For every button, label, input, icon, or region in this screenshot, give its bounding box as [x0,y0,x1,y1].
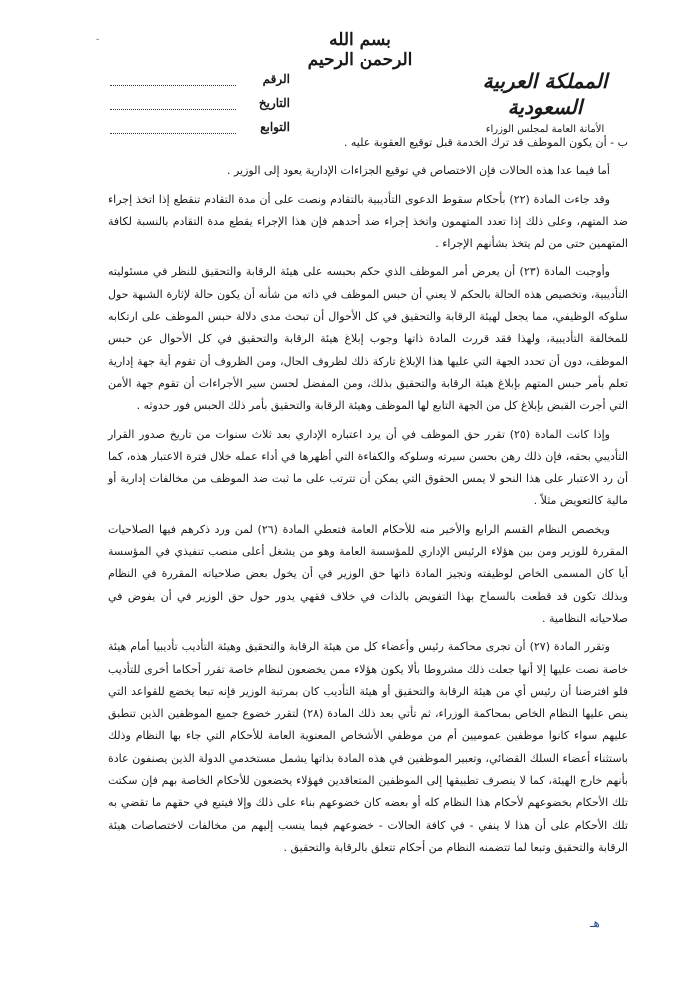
meta-label-number: الرقم [262,72,290,86]
kingdom-name: المملكة العربية السعودية [482,69,608,119]
paragraph-5: وإذا كانت المادة (٢٥) تقرر حق الموظف في أن يرد اعتباره الإداري بعد ثلاث سنوات من تاريخ صدور القرار التأديبي بحقه، فإن ذلك رهن بحسن سيرته وسلوكه والكفاءة التي أظهرها في أداء عمله خلال فترة الاعتبار هذه، كما أن رد الاعتبار على هذا النحو لا يمس الحقوق التي يمكن أن تترتب على ما ثبت ضد الموظف من مخالفات إدارية أو مالية كالتعويض مثلاً . [108,427,628,508]
paragraph-7: وتقرر المادة (٢٧) أن تجرى محاكمة رئيس وأعضاء كل من هيئة الرقابة والتحقيق وهيئة التأديب تأديبيا أمام هيئة خاصة نصت عليها إلا أنها جعلت ذلك مشروطا بألا يكون هؤلاء ممن يخضعون لنظام خاصة تقرر أحكاما أخرى للتأديب فلو افترضنا أن رئيس أي من هيئة الرقابة والتحقيق أو هيئة التأديب كان بمرتبة الوزير فإنه تبعا يخضع للقواعد التي ينص عليها النظام الخاص بمحاكمة الوزراء، ثم تأتي بعد ذلك المادة (٢٨) لتقرر خضوع جميع الموظفين الذين تنطبق عليهم سواء كانوا موظفين عموميين أم من موظفي الأشخاص المعنوية العامة للأحكام التي جاء بها النظام وذلك باستثناء أعضاء السلك القضائي، وتعبير الموظفين في هذه المادة بذاتها يشمل مستخدمي الدولة الذين يصنفون عادة بأنهم خارج الهيئة، كما لا ينصرف تطبيقها إلى الموظفين المتعاقدين فهؤلاء يخضعون للأحكام الخاصة بهم فإن سكتت تلك الأحكام بخضوعهم لأحكام هذا النظام كله أو بعضه كان خضوعهم بناء على ذلك وإلا فيتبع في حقهم ما تقضي به تلك الأحكام على أن هذا لا ينفي - في كافة الحالات - خضوعهم فيما ينسب إليهم من مخالفات لاختصاصات هيئة الرقابة والتحقيق وتبعا لما تتضمنه النظام من أحكام تتعلق بالرقابة والتحقيق . [108,640,628,854]
meta-row-attachments [110,110,290,134]
meta-line-number [110,71,236,86]
paragraph-1: ب - أن يكون الموظف قد ترك الخدمة قبل توقيع العقوبة عليه . [343,136,628,149]
meta-label-attachments: التوابع [260,120,290,134]
basmala-header: بسم الله الرحمن الرحيم [307,30,413,70]
reference-block [110,62,290,134]
document-body [108,132,628,865]
secretariat-name: الأمانة العامة لمجلس الوزراء [485,124,605,135]
letterhead [470,68,620,135]
meta-label-date: التاريخ [258,96,290,110]
paragraph-3: وقد جاءت المادة (٢٢) بأحكام سقوط الدعوى التأديبية بالتقادم ونصت على أن مدة التقادم تنقطع إذا اتخذ إجراء ضد المتهم، وعلى ذلك إذا تعدد المتهمون واتخذ إجراء ضد أحدهم فإن هذا الإجراء يقطع مدة التقادم بالنسبة لكافة المتهمين حتى من لم يتخذ بشأنهم الإجراء . [108,192,628,251]
meta-row-number [110,62,290,86]
paragraph-6: ويخصص النظام القسم الرابع والأخير منه للأحكام العامة فتعطي المادة (٢٦) لمن ورد ذكرهم فيها الصلاحيات المقررة للوزير ومن بين هؤلاء الرئيس الإداري للمؤسسة العامة وهو من يشغل أعلى منصب تنفيذي في المؤسسة أيا كان المسمى الخاص لوظيفته وتجيز المادة ذاتها حق الوزير في أن يخول بعض صلاحياته المقررة في النظام وبذلك تكون قد قطعت بالسماح بهذا التفويض بالذات في خلاف فقهي يدور حول حق الوزير في أن يفوض في صلاحياته النظامية . [108,522,628,625]
corner-mark: ˗ [96,34,100,45]
meta-line-date [110,95,236,110]
paragraph-2: أما فيما عدا هذه الحالات فإن الاختصاص في توقيع الجزاءات الإدارية يعود إلى الوزير . [226,164,610,178]
meta-row-date [110,86,290,110]
paragraph-4: وأوجبت المادة (٢٣) أن يعرض أمر الموظف الذي حكم بحبسه على هيئة الرقابة والتحقيق للنظر في مسئوليته التأديبية، وتخصيص هذه الحالة بالحكم لا يعني أن حبس الموظف في ذاته من شأنه أن يكون حالة لإثارة الشبهة حول سلوكه الوظيفي، مما يجعل لهيئة الرقابة والتحقيق في كل الأحوال أن تبحث مدى دلالة حبس الموظف على ارتكابه للمخالفة التأديبية، ولهذا فقد قررت المادة ذاتها وجوب إبلاغ هيئة الرقابة والتحقيق في كل الأحوال عن حبس الموظف، دون أن تحدد الجهة التي عليها هذا الإبلاغ تاركة ذلك لظروف الحال، ومن الظروف أن تقوم أية جهة إدارية تعلم بأمر حبس المتهم بإبلاغ هيئة الرقابة والتحقيق بذلك، ومن المفضل لحسن سير الأجراءات أن تقوم جهة الأمن التي أجرت القبض بإبلاغ كل من الجهة التابع لها الموظف وهيئة الرقابة والتحقيق بأمر ذلك الحبس فور حدوثه . [108,265,628,413]
page-end-mark: هـ [590,916,600,930]
